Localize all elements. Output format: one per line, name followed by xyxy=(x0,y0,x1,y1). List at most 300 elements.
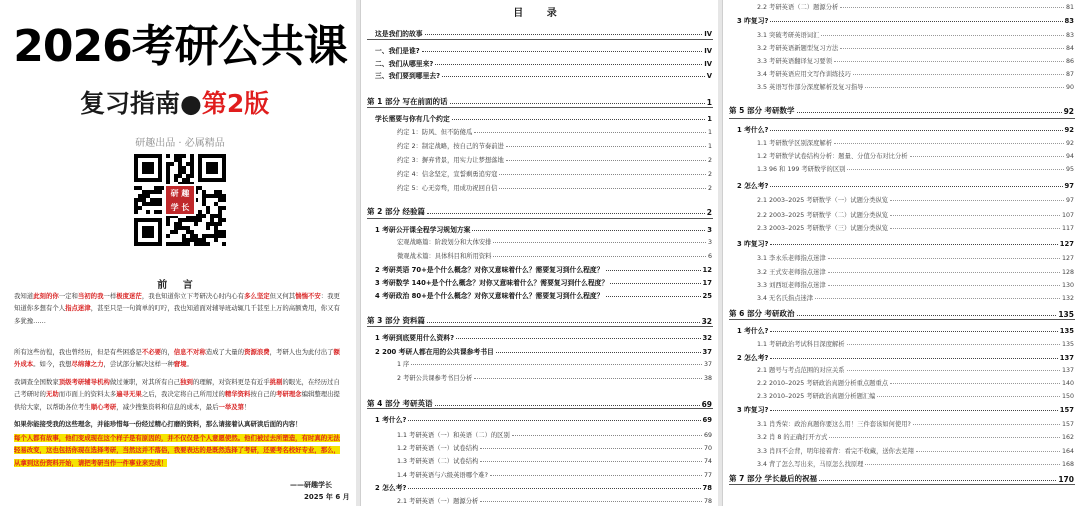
toc-dot-leader xyxy=(474,132,706,133)
toc-entry-title: 3 咋复习? xyxy=(737,406,769,414)
toc-entry-page: 32 xyxy=(702,334,712,342)
qr-module xyxy=(166,154,170,158)
toc-dot-leader xyxy=(797,315,1057,316)
qr-module xyxy=(198,238,202,242)
qr-module xyxy=(146,194,150,198)
qr-module xyxy=(142,190,146,194)
qr-module xyxy=(158,190,162,194)
qr-module xyxy=(190,170,194,174)
toc-entry[interactable] xyxy=(757,253,1074,262)
preface-text-segment: 如果你能接受我的这些理念，并能珍惜每一份经过精心打磨的资料，那么请接着认真研读后面的内容！ xyxy=(14,420,302,428)
qr-module xyxy=(182,166,186,170)
qr-module xyxy=(142,194,146,198)
qr-finder-mark xyxy=(142,226,154,238)
qr-module xyxy=(134,206,138,210)
toc-entry-page: 3 xyxy=(707,239,712,246)
cover-title: 2026考研公共课 xyxy=(13,21,347,72)
qr-module xyxy=(166,242,170,246)
preface-text-segment: 的眼光，在经历过自己考研时的 xyxy=(14,378,340,399)
toc-entry-page: 168 xyxy=(1061,461,1074,468)
toc-entry[interactable] xyxy=(757,267,1074,276)
toc-entry[interactable] xyxy=(375,70,712,80)
toc-entry[interactable] xyxy=(757,164,1074,173)
qr-module xyxy=(202,234,206,238)
qr-module xyxy=(154,198,158,202)
toc-dot-leader xyxy=(916,451,1060,452)
qr-module xyxy=(206,234,210,238)
toc-entry[interactable] xyxy=(397,443,712,452)
toc-entry[interactable] xyxy=(397,496,712,505)
qr-module xyxy=(166,174,170,178)
qr-module xyxy=(198,218,202,222)
toc-entry-page: 135 xyxy=(1058,310,1074,319)
toc-entry-page: 94 xyxy=(1065,153,1074,160)
toc-entry-page: IV xyxy=(704,47,712,55)
preface-signature: ——研趣学长 xyxy=(290,481,332,489)
toc-entry-page: IV xyxy=(704,60,712,68)
toc-entry-title: 2 200 考研人都在用的公共课参考书目 xyxy=(375,348,494,356)
preface-text-segment: 之后，我决定将自己所用过的 xyxy=(141,390,225,399)
subtitle-edition: 第2版 xyxy=(201,89,270,118)
qr-module xyxy=(142,198,146,202)
qr-module xyxy=(214,194,218,198)
toc-entry-title: 3.3 考研英语翻译复习要领 xyxy=(757,58,832,65)
preface-text-segment: 的理解，对资料更是有近乎 xyxy=(192,378,270,386)
qr-module xyxy=(218,210,222,214)
qr-module xyxy=(202,198,206,202)
section-divider xyxy=(729,319,1075,320)
toc-dot-leader xyxy=(474,378,702,379)
toc-entry-page: 37 xyxy=(702,348,712,356)
qr-module xyxy=(186,242,190,246)
toc-entry[interactable] xyxy=(375,28,712,38)
qr-module xyxy=(222,242,226,246)
toc-entry-page: 117 xyxy=(1061,225,1074,232)
toc-dot-leader xyxy=(770,244,1057,245)
toc-entry[interactable] xyxy=(757,82,1074,91)
toc-entry[interactable] xyxy=(375,414,712,424)
preface-paragraph-1 xyxy=(14,290,344,327)
qr-module xyxy=(182,226,186,230)
toc-entry[interactable] xyxy=(397,169,712,178)
preface-text-segment: 当初的我 xyxy=(77,292,104,300)
toc-entry-title: 2.2 2003–2025 考研数学（二）试题分类纵览 xyxy=(757,212,889,219)
qr-module xyxy=(166,234,170,238)
toc-entry-title: 第 5 部分 考研数学 xyxy=(729,106,795,115)
qr-module xyxy=(218,190,222,194)
preface-text-segment: 造成了大量的 xyxy=(205,348,245,356)
toc-entry[interactable] xyxy=(757,293,1074,302)
qr-module xyxy=(174,230,178,234)
toc-entry-title: 1 考研到底要用什么资料? xyxy=(375,334,455,342)
toc-dot-leader xyxy=(865,87,1064,88)
toc-entry-page: 107 xyxy=(1061,212,1074,219)
toc-entry[interactable] xyxy=(375,264,712,274)
qr-module xyxy=(178,158,182,162)
toc-entry-page: 1 xyxy=(707,143,712,150)
toc-entry-page: 1 xyxy=(707,129,712,136)
preface-text-segment: 我调查全国数家 xyxy=(14,378,59,386)
toc-entry[interactable] xyxy=(757,223,1074,232)
qr-module xyxy=(218,214,222,218)
toc-entry-page: 92 xyxy=(1064,126,1074,134)
qr-module xyxy=(202,190,206,194)
toc-entry[interactable] xyxy=(737,124,1074,134)
qr-module xyxy=(210,194,214,198)
qr-module xyxy=(174,226,178,230)
toc-entry[interactable] xyxy=(729,105,1074,116)
toc-entry-title: 2.3 2003–2025 考研数学（三）试题分类纵览 xyxy=(757,225,889,232)
qr-module xyxy=(150,202,154,206)
preface-date: 2025 年 6 月 xyxy=(304,493,350,501)
toc-entry-title: 3 咋复习? xyxy=(737,17,769,25)
toc-entry[interactable] xyxy=(757,30,1074,39)
toc-dot-leader xyxy=(770,358,1057,359)
qr-module xyxy=(174,222,178,226)
toc-entry-title: 二、我们从哪里来? xyxy=(375,60,434,68)
toc-dot-leader xyxy=(506,160,706,161)
toc-entry-title: 1.3 考研英语（二）试卷结构 xyxy=(397,458,479,465)
toc-dot-leader xyxy=(865,464,1059,465)
highlight-text: 每个人都有故事，他们变成现在这个样子是有原因的，并不仅仅是个人意愿使然。他们被过去所塑造，有时真的无法轻易改变，这也包括你现在选择考研，当然这并不落俗，我要表达的是既然选择了考研，还要考名校好专业，那么，从拿到这份资料开始，请把考研当作一件事业来完成！ xyxy=(14,434,340,467)
toc-entry[interactable] xyxy=(737,404,1074,414)
toc-dot-leader xyxy=(480,501,702,502)
preface-text-segment: 惴惴不安 xyxy=(295,292,321,300)
qr-module xyxy=(166,178,170,182)
toc-entry[interactable] xyxy=(367,315,712,326)
preface-text-segment: 一定和 xyxy=(58,292,78,300)
toc-entry-title: 2.1 考研英语（一）题源分析 xyxy=(397,498,479,505)
toc-title: 目 录 xyxy=(513,8,567,19)
toc-entry-title: 一、我们是谁? xyxy=(375,47,420,55)
qr-module xyxy=(166,222,170,226)
toc-entry[interactable] xyxy=(729,308,1074,319)
qr-module xyxy=(154,186,158,190)
qr-module xyxy=(210,222,214,226)
preface-text-segment: ！ xyxy=(244,402,251,411)
toc-dot-leader xyxy=(408,420,700,421)
qr-module xyxy=(222,198,226,202)
toc-entry-title: 1.1 考研英语（一）和英语（二）的区别 xyxy=(397,432,510,439)
toc-entry[interactable] xyxy=(375,113,712,123)
qr-module xyxy=(166,170,170,174)
qr-module xyxy=(178,170,182,174)
qr-module xyxy=(222,234,226,238)
qr-module xyxy=(218,222,222,226)
toc-entry[interactable] xyxy=(757,365,1074,374)
qr-module xyxy=(182,218,186,222)
toc-entry[interactable] xyxy=(375,332,712,342)
qr-module xyxy=(154,210,158,214)
qr-module xyxy=(174,158,178,162)
preface-text-segment: ，减少搜集资料和信息的成本，最后 xyxy=(116,402,219,411)
toc-entry[interactable] xyxy=(729,473,1074,484)
qr-module xyxy=(138,186,142,190)
preface-text-segment: 。 xyxy=(186,360,193,369)
qr-module xyxy=(198,242,202,246)
toc-entry-title: 2.2 考研英语（二）题源分析 xyxy=(757,4,839,11)
toc-dot-leader xyxy=(890,228,1060,229)
toc-entry-page: 90 xyxy=(1065,84,1074,91)
toc-entry[interactable] xyxy=(757,210,1074,219)
toc-entry-title: 约定 1：防风、但不防傻瓜 xyxy=(397,129,473,136)
toc-entry-page: 164 xyxy=(1061,448,1074,455)
preface-text-segment: 多么坚定 xyxy=(244,292,270,300)
preface-text-segment: 窘境 xyxy=(173,360,187,369)
toc-entry-page: 2 xyxy=(707,185,712,192)
toc-entry[interactable] xyxy=(375,224,712,234)
toc-entry[interactable] xyxy=(367,206,712,217)
toc-entry-page: 157 xyxy=(1059,406,1074,414)
qr-module xyxy=(206,206,210,210)
toc-entry[interactable] xyxy=(757,56,1074,65)
toc-entry[interactable] xyxy=(375,277,712,287)
toc-entry[interactable] xyxy=(737,15,1074,25)
qr-module xyxy=(186,238,190,242)
toc-entry-title: 1.2 考研数学试卷结构分析：题量、分值分布对比分析 xyxy=(757,153,908,160)
toc-entry-page: 150 xyxy=(1061,393,1074,400)
toc-entry[interactable] xyxy=(397,251,712,260)
qr-module xyxy=(210,214,214,218)
qr-module xyxy=(174,174,178,178)
toc-entry-title: 2 考研英语 70+是个什么概念？对你又意味着什么？需要复习到什么程度？ xyxy=(375,266,604,274)
toc-entry[interactable] xyxy=(375,58,712,68)
toc-entry[interactable] xyxy=(757,446,1074,455)
toc-entry-title: 3.3 刘西垣老师指点迷津 xyxy=(757,282,826,289)
toc-entry-title: 1.1 考研政治考试科目深度解析 xyxy=(757,341,845,348)
qr-module xyxy=(178,154,182,158)
toc-entry[interactable] xyxy=(397,237,712,246)
publisher-line: 研趣出品 · 必属精品 xyxy=(135,138,225,149)
toc-dot-leader xyxy=(853,74,1064,75)
qr-module xyxy=(186,218,190,222)
toc-entry-page: 84 xyxy=(1065,45,1074,52)
toc-entry-page: 69 xyxy=(701,400,712,409)
toc-entry-page: 77 xyxy=(703,472,712,479)
toc-entry[interactable] xyxy=(757,151,1074,160)
toc-entry[interactable] xyxy=(757,432,1074,441)
toc-entry[interactable] xyxy=(397,470,712,479)
toc-entry[interactable] xyxy=(737,352,1074,362)
toc-entry-title: 这是我们的故事 xyxy=(375,30,423,38)
toc-entry[interactable] xyxy=(737,238,1074,248)
toc-entry-page: 162 xyxy=(1061,434,1074,441)
toc-entry-title: 约定 5：心无旁骛，用成功祝回自信 xyxy=(397,185,498,192)
toc-dot-leader xyxy=(480,461,702,462)
toc-dot-leader xyxy=(435,405,700,406)
toc-dot-leader xyxy=(770,186,1062,187)
toc-entry[interactable] xyxy=(757,419,1074,428)
toc-entry[interactable] xyxy=(397,456,712,465)
preface-text-segment: 一举及第 xyxy=(218,402,245,411)
toc-entry[interactable] xyxy=(397,373,712,382)
toc-page-1 xyxy=(360,0,718,506)
preface-text-segment: 精华资料 xyxy=(224,390,251,399)
qr-module xyxy=(206,226,210,230)
toc-dot-leader xyxy=(452,119,706,120)
toc-entry[interactable] xyxy=(367,398,712,409)
preface-text-segment: 。如今，我想 xyxy=(33,360,72,369)
qr-module xyxy=(190,238,194,242)
toc-entry-page: 97 xyxy=(1064,182,1074,190)
toc-entry-title: 4 考研政治 80+是个什么概念？对你又意味着什么？需要复习到什么程度？ xyxy=(375,292,604,300)
toc-entry-title: 3.2 考研英语新题型复习方法 xyxy=(757,45,839,52)
toc-entry[interactable] xyxy=(757,280,1074,289)
qr-module xyxy=(178,162,182,166)
toc-entry-title: 1.2 考研英语（一）试卷结构 xyxy=(397,445,479,452)
toc-dot-leader xyxy=(821,35,1064,36)
qr-module xyxy=(202,238,206,242)
qr-module xyxy=(214,214,218,218)
toc-entry-page: 86 xyxy=(1065,58,1074,65)
toc-dot-leader xyxy=(815,298,1060,299)
toc-dot-leader xyxy=(422,51,702,52)
toc-entry-title: 3.1 突破考研英语词汇 xyxy=(757,32,820,39)
preface-text-segment: ，尝试部分解决这样一种 xyxy=(103,360,174,369)
toc-entry-page: 2 xyxy=(707,171,712,178)
toc-entry[interactable] xyxy=(757,378,1074,387)
toc-entry-page: 157 xyxy=(1061,421,1074,428)
qr-module xyxy=(210,234,214,238)
qr-badge: 研 趣 学 长 xyxy=(164,184,196,216)
toc-entry-title: 第 6 部分 考研政治 xyxy=(729,309,795,318)
toc-entry[interactable] xyxy=(375,346,712,356)
toc-entry-page: 127 xyxy=(1059,240,1074,248)
toc-entry[interactable] xyxy=(757,195,1074,204)
preface-text-segment: 资源浪费 xyxy=(244,348,270,356)
qr-module xyxy=(214,234,218,238)
toc-dot-leader xyxy=(877,396,1059,397)
toc-entry[interactable] xyxy=(757,69,1074,78)
toc-dot-leader xyxy=(890,200,1064,201)
preface-text-segment: 编辑整理出提供给大家，以帮助各位考生 xyxy=(14,390,340,411)
toc-entry[interactable] xyxy=(397,183,712,192)
qr-module xyxy=(146,210,150,214)
preface-highlight-paragraph xyxy=(14,432,344,469)
preface-title: 前 言 xyxy=(157,280,199,291)
toc-entry[interactable] xyxy=(397,430,712,439)
toc-dot-leader xyxy=(490,475,702,476)
qr-module xyxy=(218,198,222,202)
toc-dot-leader xyxy=(913,424,1060,425)
toc-entry-title: 1.3 96 和 199 考研数学的区别 xyxy=(757,166,846,173)
toc-entry-page: 83 xyxy=(1064,17,1074,25)
toc-entry-page: 12 xyxy=(702,266,712,274)
preface-text-segment: 信息不对称 xyxy=(173,348,206,356)
qr-module xyxy=(222,218,226,222)
subtitle-prefix: 复习指南● xyxy=(80,89,202,118)
qr-module xyxy=(154,202,158,206)
qr-module xyxy=(218,206,222,210)
qr-module xyxy=(178,242,182,246)
toc-dot-leader xyxy=(493,256,706,257)
toc-dot-leader xyxy=(442,76,705,77)
toc-entry[interactable] xyxy=(375,45,712,55)
preface-paragraph-2 xyxy=(14,346,344,371)
toc-entry-title: 微观战术篇：具体科目和所用资料 xyxy=(397,253,492,260)
toc-dot-leader xyxy=(496,352,701,353)
toc-entry[interactable] xyxy=(757,43,1074,52)
qr-module xyxy=(146,190,150,194)
toc-entry-title: 3.4 背了怎么写出来，马原怎么找原理 xyxy=(757,461,864,468)
toc-entry-title: 第 1 部分 写在前面的话 xyxy=(367,97,448,106)
toc-entry-title: 1.4 考研英语与六级英语哪个难? xyxy=(397,472,488,479)
toc-entry[interactable] xyxy=(757,138,1074,147)
qr-module xyxy=(214,202,218,206)
toc-entry-title: 1.1 考研数学区别深度解析 xyxy=(757,140,832,147)
qr-module xyxy=(202,214,206,218)
qr-module xyxy=(186,178,190,182)
toc-entry[interactable] xyxy=(397,155,712,164)
qr-module xyxy=(154,190,158,194)
toc-entry-title: 约定 3：摒弃背景，用实力让梦想落地 xyxy=(397,157,504,164)
toc-entry[interactable] xyxy=(757,391,1074,400)
toc-dot-leader xyxy=(499,174,706,175)
qr-module xyxy=(178,174,182,178)
toc-entry[interactable] xyxy=(397,359,712,368)
toc-entry[interactable] xyxy=(757,459,1074,468)
preface-text-segment: 遍寻无果 xyxy=(116,390,142,399)
toc-entry-page: 78 xyxy=(702,484,712,492)
toc-entry[interactable] xyxy=(737,325,1074,335)
toc-dot-leader xyxy=(480,448,702,449)
toc-entry[interactable] xyxy=(757,2,1074,11)
qr-module xyxy=(134,198,138,202)
qr-module xyxy=(150,190,154,194)
preface-text-segment: 此刻的你 xyxy=(33,292,59,300)
qr-module xyxy=(186,174,190,178)
qr-module xyxy=(194,234,198,238)
toc-entry-page: IV xyxy=(704,30,712,38)
toc-dot-leader xyxy=(819,480,1056,481)
qr-module xyxy=(190,174,194,178)
toc-entry-page: 97 xyxy=(1065,197,1074,204)
toc-entry-page: 78 xyxy=(703,498,712,505)
toc-entry[interactable] xyxy=(737,180,1074,190)
qr-module xyxy=(182,178,186,182)
preface-paragraph-4 xyxy=(14,418,344,430)
qr-module xyxy=(194,218,198,222)
toc-dot-leader xyxy=(435,64,702,65)
qr-module xyxy=(198,214,202,218)
qr-module xyxy=(194,238,198,242)
toc-entry-title: 第 2 部分 经验篇 xyxy=(367,207,426,216)
toc-entry[interactable] xyxy=(375,290,712,300)
toc-entry-page: 6 xyxy=(707,253,712,260)
preface-text-segment: 一样 xyxy=(103,292,117,300)
preface-text-segment: 按自己的 xyxy=(250,390,277,399)
toc-entry-title: 1 考什么? xyxy=(375,416,407,424)
toc-entry-title: 3.4 考研英语应用文写作训练技巧 xyxy=(757,71,851,78)
toc-dot-leader xyxy=(427,322,700,323)
qr-module xyxy=(222,194,226,198)
toc-entry[interactable] xyxy=(397,127,712,136)
toc-entry-page: 127 xyxy=(1061,255,1074,262)
qr-module xyxy=(206,242,210,246)
qr-module xyxy=(182,242,186,246)
qr-code-image xyxy=(134,154,226,246)
toc-dot-leader xyxy=(456,338,701,339)
toc-entry[interactable] xyxy=(375,482,712,492)
qr-module xyxy=(138,198,142,202)
toc-entry-title: 约定 2：制定战略，按自己的节奏前进 xyxy=(397,143,504,150)
toc-entry[interactable] xyxy=(367,96,712,107)
qr-module xyxy=(202,194,206,198)
qr-module xyxy=(186,162,190,166)
toc-entry-page: V xyxy=(706,72,712,80)
toc-entry[interactable] xyxy=(757,339,1074,348)
toc-entry[interactable] xyxy=(397,141,712,150)
